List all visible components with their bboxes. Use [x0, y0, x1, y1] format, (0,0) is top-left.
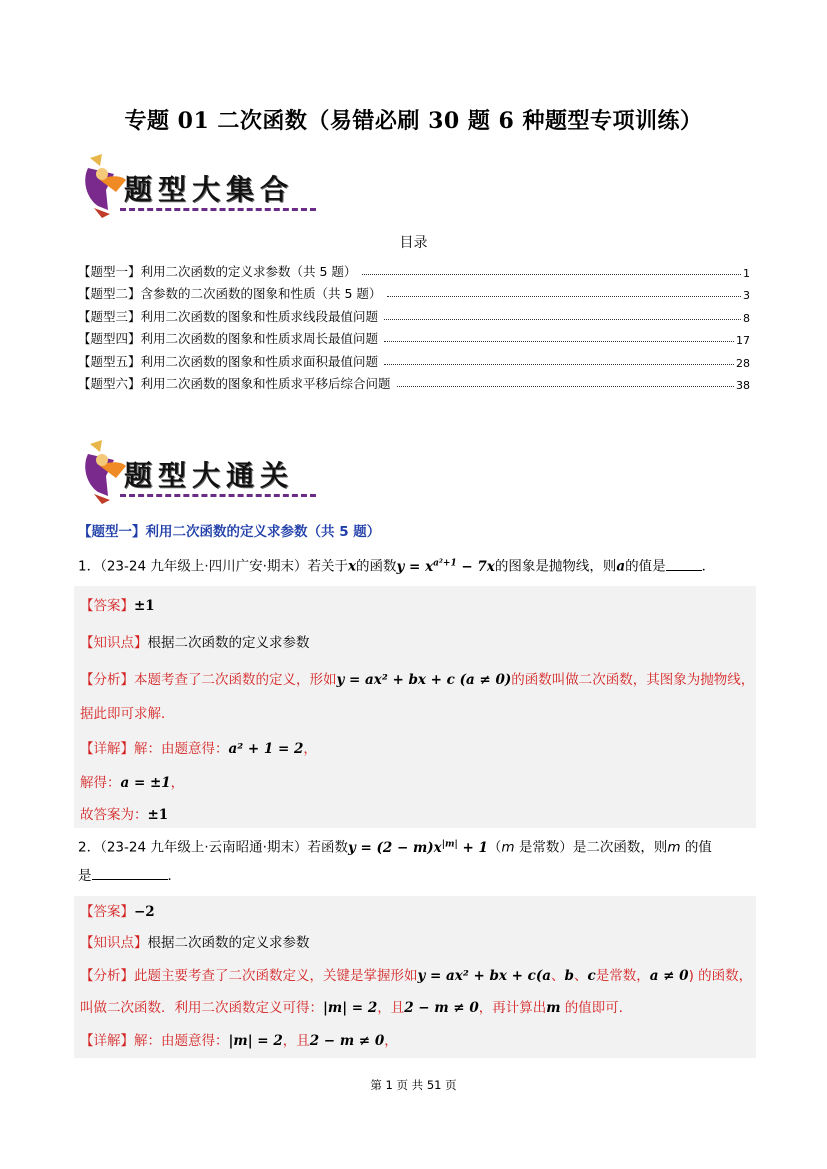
knowledge-line — [80, 633, 310, 653]
question-text: 2．（23-24 九年级上·云南昭通·期末）若函数 — [78, 839, 348, 856]
toc-item-page: 28 — [736, 356, 750, 370]
page-title: 专题 01 二次函数（易错必刷 30 题 6 种题型专项训练） — [124, 108, 703, 134]
toc-item[interactable] — [78, 370, 750, 393]
analysis-text: 、 — [573, 968, 588, 984]
question-text: 的图象是抛物线，则 — [494, 558, 617, 575]
toc-leader — [362, 274, 741, 275]
detail-text: 解得： — [80, 775, 121, 791]
knowledge-line — [80, 933, 310, 953]
analysis-tag: 【分析】 — [80, 672, 134, 688]
toc-item-label: 【题型三】利用二次函数的图象和性质求线段最值问题 — [78, 308, 379, 324]
detail-line — [80, 805, 168, 825]
math-var: x — [347, 558, 357, 575]
question-text: 是常数）是二次函数，则 — [514, 839, 668, 856]
banner-title: 题型大通关 — [124, 459, 295, 492]
knowledge-tag: 【知识点】 — [80, 635, 148, 651]
analysis-line — [80, 966, 752, 986]
knowledge-text: 根据二次函数的定义求参数 — [147, 935, 310, 951]
analysis-line — [80, 670, 754, 690]
math-part: + 1 — [457, 839, 488, 856]
question-text: 的值是 — [625, 558, 666, 575]
detail-text: 解：由题意得： — [134, 1033, 229, 1049]
question-2-line-2 — [78, 866, 181, 886]
detail-tag: 【详解】 — [80, 1033, 134, 1049]
analysis-text: 此题主要考查了二次函数定义，关键是掌握形如 — [134, 968, 418, 984]
analysis-text: 是常数， — [595, 968, 650, 984]
math-var: m — [667, 839, 681, 856]
detail-line — [80, 1031, 398, 1051]
detail-text: 故答案为： — [80, 807, 148, 823]
analysis-line — [80, 998, 632, 1018]
toc-item[interactable] — [78, 280, 750, 303]
detail-line — [80, 773, 184, 793]
detail-line — [80, 739, 317, 759]
question-text: 的函数 — [356, 558, 397, 575]
banner-title: 题型大集合 — [124, 173, 295, 206]
knowledge-tag: 【知识点】 — [80, 935, 148, 951]
detail-text: 解：由题意得： — [134, 741, 229, 757]
analysis-text: 叫做二次函数．利用二次函数定义可得： — [80, 1000, 323, 1016]
math-formula: a² + 1 = 2 — [228, 741, 304, 757]
analysis-line — [80, 704, 175, 724]
answer-tag: 【答案】 — [80, 904, 134, 920]
math-formula: y = ax² + bx + c(a — [417, 968, 552, 984]
analysis-text: ) 的函数， — [688, 968, 753, 984]
analysis-text: 的函数叫做二次函数，其图象为抛物线， — [511, 672, 755, 688]
detail-text: ， — [384, 1033, 398, 1049]
analysis-text: 据此即可求解． — [80, 706, 175, 722]
page-footer: 第 1 页 共 51 页 — [370, 1078, 457, 1092]
answer-value: ±1 — [134, 598, 155, 614]
question-1 — [78, 553, 715, 577]
math-var: m — [546, 1000, 561, 1016]
math-formula: ±1 — [147, 807, 169, 823]
toc-heading: 目录 — [399, 235, 428, 251]
knowledge-text: 根据二次函数的定义求参数 — [147, 635, 310, 651]
toc-leader — [384, 341, 734, 342]
math-formula: y = ax² + bx + c (a ≠ 0) — [336, 672, 512, 688]
question-text: 是 — [78, 868, 92, 884]
toc-item-label: 【题型二】含参数的二次函数的图象和性质（共 5 题） — [78, 286, 382, 301]
toc-item[interactable] — [78, 257, 750, 280]
math-part: − 7x — [456, 558, 495, 575]
toc-item-page: 3 — [743, 289, 750, 302]
question-text: （ — [487, 839, 502, 856]
toc-leader — [384, 319, 741, 320]
toc-item-page: 38 — [736, 379, 750, 392]
answer-blank[interactable] — [92, 867, 168, 880]
detail-tag: 【详解】 — [80, 741, 134, 757]
toc-item-page: 1 — [743, 266, 750, 280]
banner-question-types — [80, 150, 310, 220]
banner-underline — [120, 494, 316, 497]
toc-item[interactable] — [78, 302, 750, 325]
analysis-text: 的值即可． — [560, 1000, 633, 1016]
math-formula: 2 − m ≠ 0 — [404, 1000, 479, 1016]
math-formula: |m| = 2 — [228, 1033, 283, 1049]
toc-item-label: 【题型六】利用二次函数的图象和性质求平移后综合问题 — [78, 376, 391, 391]
question-text: ． — [701, 558, 716, 575]
math-formula: 2 − m ≠ 0 — [309, 1033, 385, 1049]
table-of-contents — [78, 257, 750, 392]
math-formula: a ≠ 0 — [649, 968, 689, 984]
toc-item-label: 【题型五】利用二次函数的图象和性质求面积最值问题 — [78, 353, 379, 369]
math-function — [348, 840, 488, 856]
analysis-tag: 【分析】 — [80, 968, 134, 984]
question-text: 的值 — [680, 839, 712, 856]
math-var: m — [501, 839, 515, 856]
answer-value: −2 — [134, 904, 155, 920]
detail-text: ， — [303, 741, 317, 757]
question-2 — [78, 834, 712, 858]
answer-blank[interactable] — [666, 558, 702, 571]
math-part: y = x — [396, 558, 434, 575]
toc-item[interactable] — [78, 347, 750, 370]
analysis-text: 本题考查了二次函数的定义，形如 — [134, 672, 337, 688]
answer-tag: 【答案】 — [80, 598, 134, 614]
analysis-text: 、 — [551, 968, 565, 984]
toc-leader — [384, 364, 734, 365]
detail-text: ， — [170, 775, 185, 791]
toc-item-label: 【题型四】利用二次函数的图象和性质求周长最值问题 — [78, 331, 379, 346]
math-var: a — [616, 558, 626, 575]
toc-item[interactable] — [78, 325, 750, 348]
answer-line — [80, 596, 155, 616]
answer-box-2 — [74, 896, 756, 1058]
analysis-text: ，且 — [377, 1000, 405, 1016]
math-formula: |m| = 2 — [323, 1000, 378, 1016]
analysis-text: ，再计算出 — [478, 1000, 547, 1016]
toc-item-label: 【题型一】利用二次函数的定义求参数（共 5 题） — [78, 263, 357, 279]
math-var: b — [564, 968, 574, 984]
math-part: y = (2 − m)x — [347, 839, 442, 856]
banner-practice — [80, 436, 310, 506]
section-heading: 【题型一】利用二次函数的定义求参数（共 5 题） — [78, 524, 381, 540]
math-formula: a = ±1 — [120, 775, 171, 791]
math-function — [397, 559, 495, 575]
answer-box-1 — [74, 586, 756, 828]
answer-line — [80, 902, 155, 922]
toc-item-page: 17 — [736, 334, 750, 347]
toc-leader — [387, 296, 741, 297]
math-var: c — [587, 968, 596, 984]
toc-leader — [397, 386, 734, 387]
question-text: ． — [167, 868, 181, 884]
banner-underline — [120, 208, 316, 211]
detail-text: ，且 — [282, 1033, 310, 1049]
math-exponent: a²+1 — [433, 558, 457, 568]
math-exponent: |m| — [441, 839, 458, 849]
question-text: 1．（23-24 九年级上·四川广安·期末）若关于 — [78, 558, 348, 575]
toc-item-page: 8 — [743, 311, 750, 325]
